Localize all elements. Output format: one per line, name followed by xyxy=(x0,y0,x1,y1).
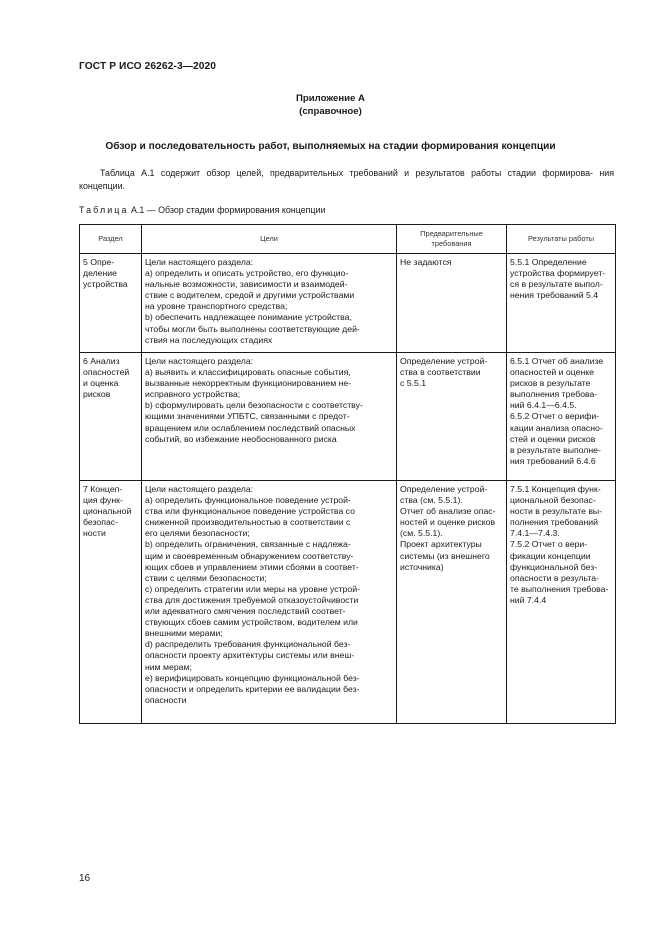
header-prereq-line-2: требования xyxy=(431,239,472,248)
intro-paragraph xyxy=(79,167,614,193)
header-prerequisites xyxy=(397,225,507,254)
table-row xyxy=(80,254,616,353)
results-cell-line: 7.4.1—7.4.3. xyxy=(510,528,560,539)
goals-cell-line: a) выявить и классифицировать опасные события, xyxy=(145,367,351,378)
results-cell-line: 6.5.1 Отчет об анализе xyxy=(510,356,604,366)
goals-cell-line: вызванные некорректным функционированием не- xyxy=(145,378,352,389)
goals-cell-line: чтобы могли быть выполнены соответствующие дей- xyxy=(145,323,360,334)
goals-cell-line: d) распределить требования функциональной без- xyxy=(145,639,351,650)
results-cell-line: циональной безопас- xyxy=(510,495,596,506)
section-cell-line: 5 Опре- xyxy=(83,257,115,267)
prerequisites-cell xyxy=(397,254,507,353)
goals-cell-line: исправного устройства; xyxy=(145,389,241,400)
section-cell-line: ция функ- xyxy=(83,495,123,506)
results-cell-line: ния требований 6.4.6 xyxy=(510,455,596,466)
annex-kind: (справочное) xyxy=(299,106,362,117)
intro-line-1: Таблица А.1 содержит обзор целей, предварительных требований и результатов работы стадии формирова- xyxy=(100,168,593,178)
goals-cell-line: Цели настоящего раздела: xyxy=(145,484,254,494)
intro-line-2: ния концепции. xyxy=(79,168,615,191)
results-cell-line: ний 6.4.1—6.4.5. xyxy=(510,400,577,411)
results-cell-line: те выполнения требова- xyxy=(510,583,609,594)
goals-cell-line: a) определить функциональное поведение устрой- xyxy=(145,495,351,506)
results-cell xyxy=(507,481,616,724)
section-cell-line: циональной xyxy=(83,506,132,517)
results-cell-line: кации анализа опасно- xyxy=(510,422,603,433)
results-cell-line: выполнения требова- xyxy=(510,389,598,400)
header-prereq-line-1: Предварительные xyxy=(420,229,483,238)
goals-cell-line: сниженной производительностью в соответствии с xyxy=(145,517,351,528)
goals-cell-line: или адекватного смягчения последствий соответ- xyxy=(145,606,346,617)
prerequisites-cell-line: источника) xyxy=(400,561,444,572)
prerequisites-cell-line: Отчет об анализе опас- xyxy=(400,506,496,517)
results-cell-line: 6.5.2 Отчет о верифи- xyxy=(510,411,600,422)
table-row xyxy=(80,481,616,724)
prerequisites-cell xyxy=(397,481,507,724)
goals-cell-line: b) обеспечить надлежащее понимание устройства, xyxy=(145,312,352,323)
goals-cell-line: ним мерам; xyxy=(145,661,192,672)
goals-cell xyxy=(142,254,397,353)
goals-cell-line: ствия на последующих стадиях xyxy=(145,334,273,345)
results-cell-line: 5.5.1 Определение xyxy=(510,257,587,267)
goals-cell-line: ствие с водителем, средой и другими устройствами xyxy=(145,290,355,301)
results-cell-line: 7.5.1 Концепция функ- xyxy=(510,484,601,494)
goals-cell-line: b) сформулировать цели безопасности с соответству- xyxy=(145,400,363,411)
goals-cell-line: c) определить стратегии или меры на уровне устрой- xyxy=(145,583,360,594)
section-cell xyxy=(80,353,142,481)
concept-phase-table xyxy=(79,224,616,724)
table-row xyxy=(80,353,616,481)
results-cell-line: полнения требований xyxy=(510,517,599,528)
goals-cell-line: a) определить и описать устройство, его функцио- xyxy=(145,268,349,279)
prerequisites-cell-line: Не задаются xyxy=(400,257,452,267)
goals-cell-line: Цели настоящего раздела: xyxy=(145,257,254,267)
goals-cell-line: ства для достижения требуемой отказоустойчивости xyxy=(145,594,359,605)
prerequisites-cell xyxy=(397,353,507,481)
prerequisites-cell-line: системы (из внешнего xyxy=(400,550,490,561)
prerequisites-cell-line: Проект архитектуры xyxy=(400,539,482,550)
goals-cell-line: Цели настоящего раздела: xyxy=(145,356,254,366)
goals-cell xyxy=(142,481,397,724)
document-standard-header: ГОСТ Р ИСО 26262-3—2020 xyxy=(79,61,217,72)
results-cell xyxy=(507,254,616,353)
table-body xyxy=(80,254,616,724)
results-cell-line: опасностей и оценке xyxy=(510,367,594,378)
results-cell-line: рисков в результате xyxy=(510,378,591,389)
prerequisites-cell-line: ства в соответствии xyxy=(400,367,481,378)
results-cell xyxy=(507,353,616,481)
section-cell-line: устройства xyxy=(83,279,128,290)
results-cell-line: ности в результате вы- xyxy=(510,506,603,517)
section-cell xyxy=(80,254,142,353)
goals-cell-line: e) верифицировать концепцию функциональной без- xyxy=(145,672,360,683)
prerequisites-cell-line: Определение устрой- xyxy=(400,356,488,366)
prerequisites-cell-line: Определение устрой- xyxy=(400,484,488,494)
goals-cell-line: b) определить ограничения, связанные с надлежа- xyxy=(145,539,351,550)
section-cell-line: ности xyxy=(83,528,106,539)
goals-cell-line: нальные возможности, зависимости и взаимодей- xyxy=(145,279,348,290)
goals-cell-line: его целями безопасности; xyxy=(145,528,250,539)
results-cell-line: устройства формирует- xyxy=(510,268,606,279)
results-cell-line: ся в результате выпол- xyxy=(510,279,603,290)
goals-cell-line: опасности и определить критерии ее валидации без- xyxy=(145,683,360,694)
annex-heading-block xyxy=(0,92,661,118)
results-cell-line: нения требований 5.4 xyxy=(510,290,599,301)
table-caption-label: Таблица xyxy=(79,205,129,215)
results-cell-line: стей и оценки рисков xyxy=(510,433,596,444)
goals-cell-line: вращением или ослаблением последствий опасных xyxy=(145,422,356,433)
page-number: 16 xyxy=(79,873,91,884)
section-cell-line: деление xyxy=(83,268,117,279)
goals-cell-line: ствующих сбоев самим устройством, водителем или xyxy=(145,617,358,628)
goals-cell-line: ющими значениями УПБТС, связанными с предот- xyxy=(145,411,350,422)
section-cell xyxy=(80,481,142,724)
prerequisites-cell-line: ностей и оценке рисков xyxy=(400,517,496,528)
results-cell-line: ний 7.4.4 xyxy=(510,594,547,605)
annex-section-heading: Обзор и последовательность работ, выполняемых на стадии формирования концепции xyxy=(105,141,556,152)
section-cell-line: 7 Концеп- xyxy=(83,484,123,494)
section-cell-line: 6 Анализ xyxy=(83,356,120,366)
results-cell-line: 7.5.2 Отчет о вери- xyxy=(510,539,588,550)
section-cell-line: опасностей xyxy=(83,367,130,378)
section-cell-line: безопас- xyxy=(83,517,119,528)
goals-cell-line: опасности проекту архитектуры системы или внеш- xyxy=(145,650,355,661)
annex-title: Приложение А xyxy=(296,93,365,104)
section-cell-line: рисков xyxy=(83,389,111,400)
results-cell-line: опасности в результа- xyxy=(510,572,599,583)
goals-cell-line: щим и своевременным обнаружением соответству- xyxy=(145,550,354,561)
prerequisites-cell-line: с 5.5.1 xyxy=(400,378,427,389)
goals-cell-line: на уровне транспортного средства; xyxy=(145,301,288,312)
results-cell-line: в результате выполне- xyxy=(510,444,601,455)
results-cell-line: функциональной без- xyxy=(510,561,598,572)
goals-cell-line: событий, во избежание необоснованного риска xyxy=(145,433,337,444)
table-caption xyxy=(79,205,325,215)
goals-cell-line: ющих сбоев и управлением этими сбоями в соответ- xyxy=(145,561,359,572)
goals-cell-line: внешними мерами; xyxy=(145,628,223,639)
header-results: Результаты работы xyxy=(507,225,616,254)
table-caption-text: А.1 — Обзор стадии формирования концепции xyxy=(130,205,326,215)
goals-cell-line: опасности xyxy=(145,694,187,705)
goals-cell-line: ства или функциональное поведение устройства со xyxy=(145,506,355,517)
header-goals: Цели xyxy=(142,225,397,254)
header-section: Раздел xyxy=(80,225,142,254)
section-cell-line: и оценка xyxy=(83,378,119,389)
results-cell-line: фикации концепции xyxy=(510,550,591,561)
goals-cell-line: ствии с целями безопасности; xyxy=(145,572,267,583)
prerequisites-cell-line: (см. 5.5.1). xyxy=(400,528,443,539)
goals-cell xyxy=(142,353,397,481)
prerequisites-cell-line: ства (см. 5.5.1). xyxy=(400,495,463,506)
table-header-row xyxy=(80,225,616,254)
